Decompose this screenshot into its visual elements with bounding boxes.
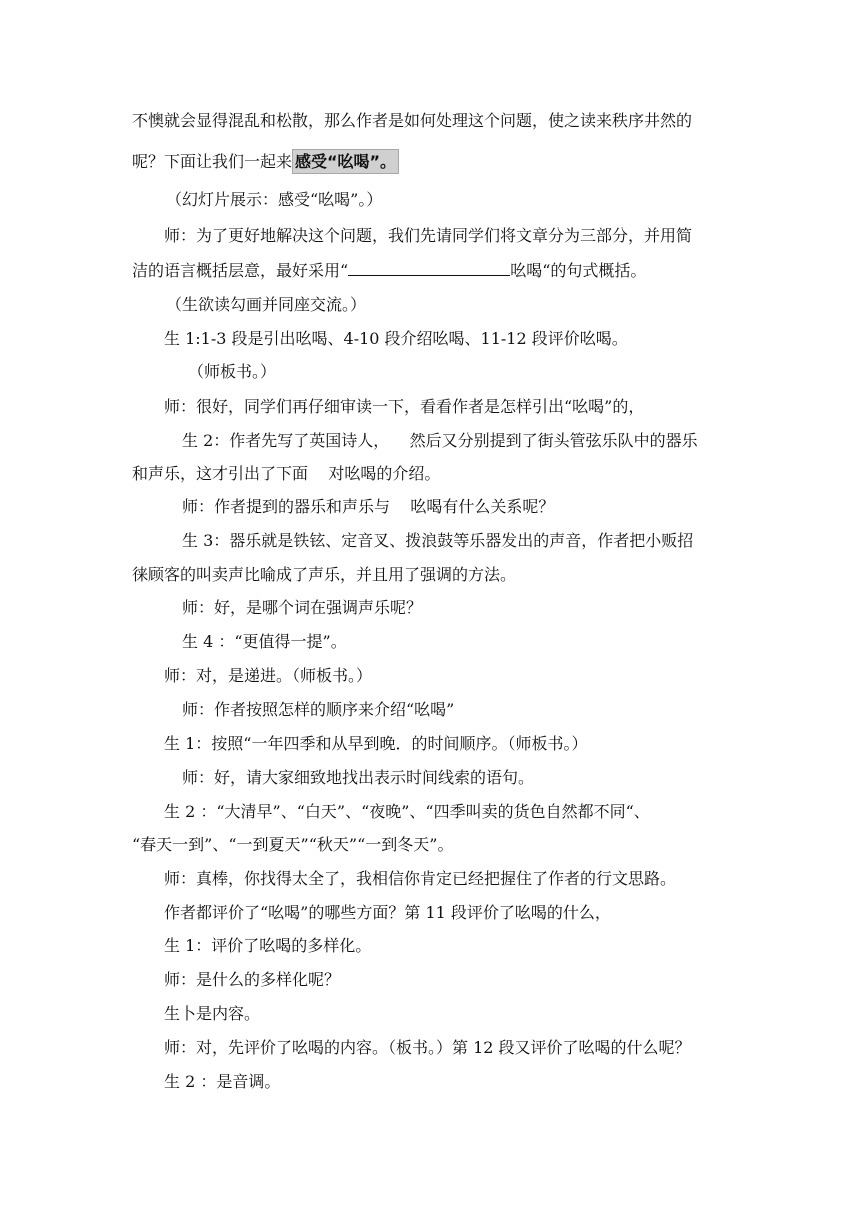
text-span: 洁的语言概括层意，最好采用“ [132, 261, 349, 280]
text-line [132, 261, 646, 281]
text-line: 师：是什么的多样化呢？ [164, 970, 341, 989]
text-line: 师：对，是递进。（师板书。） [164, 666, 373, 685]
text-line: 生 1:1-3 段是引出吆喝、4-10 段介绍吆喝、11-12 段评价吆喝。 [164, 329, 628, 348]
text-line [132, 152, 399, 172]
text-line: 师：真棒，你找得太全了，我相信你肯定已经把握住了作者的行文思路。 [164, 869, 677, 888]
text-line: 徕顾客的叫卖声比喻成了声乐，并且用了强调的方法。 [132, 565, 517, 584]
text-line: 师：好，是哪个词在强调声乐呢？ [182, 598, 423, 617]
text-line: 生 3：器乐就是铁铉、定音叉、拨浪鼓等乐器发出的声音，作者把小贩招 [182, 531, 694, 550]
text-line: 师：好，请大家细致地找出表示时间线索的语句。 [182, 768, 535, 787]
text-line: 师：作者按照怎样的顺序来介绍“吆喝” [182, 700, 455, 719]
text-line: 生 1：按照“一年四季和从早到晚．的时间顺序。（师板书。） [164, 734, 588, 753]
text-line: 和声乐，这才引出了下面 对吆喝的介绍。 [132, 464, 441, 483]
highlighted-heading: 感受“吆喝”。 [292, 149, 399, 174]
text-line: （幻灯片展示：感受“吆喝”。） [166, 190, 383, 209]
text-line: 作者都评价了“吆喝”的哪些方面？第 11 段评价了吆喝的什么， [164, 903, 611, 922]
text-span: 呢？下面让我们一起来 [132, 152, 293, 171]
text-line: 生 1：评价了吆喝的多样化。 [164, 936, 372, 955]
text-line: 不懊就会显得混乱和松散，那么作者是如何处理这个问题，使之读来秩序井然的 [132, 111, 693, 130]
text-line: 生 2 ：“大清早”、“白天”、“夜晚”、“四季叫卖的货色自然都不同“、 [164, 802, 650, 821]
text-line: （师板书。） [188, 362, 277, 381]
text-line: 师：作者提到的器乐和声乐与 吆喝有什么关系呢？ [182, 497, 555, 516]
text-line: 师：很好，同学们再仔细审读一下，看看作者是怎样引出“吆喝”的， [164, 397, 645, 416]
text-line: （生欲读勾画并同座交流。） [166, 295, 367, 314]
fill-in-blank [348, 261, 510, 276]
text-span: 吆喝“的句式概括。 [510, 261, 647, 280]
text-line: 生 2：作者先写了英国诗人， 然后又分别提到了街头管弦乐队中的器乐 [182, 431, 698, 450]
text-line: 师：对，先评价了吆喝的内容。（板书。）第 12 段又评价了吆喝的什么呢？ [164, 1038, 691, 1057]
text-line: 生卜是内容。 [164, 1004, 261, 1023]
text-line: 师：为了更好地解决这个问题，我们先请同学们将文章分为三部分，并用简 [164, 226, 693, 245]
text-line: “春天一到”、“一到夏天”“秋天”“一到冬天”。 [132, 835, 454, 854]
text-line: 生 2 ：是音调。 [164, 1072, 281, 1091]
text-line: 生 4 ：“更值得一提”。 [182, 632, 347, 651]
